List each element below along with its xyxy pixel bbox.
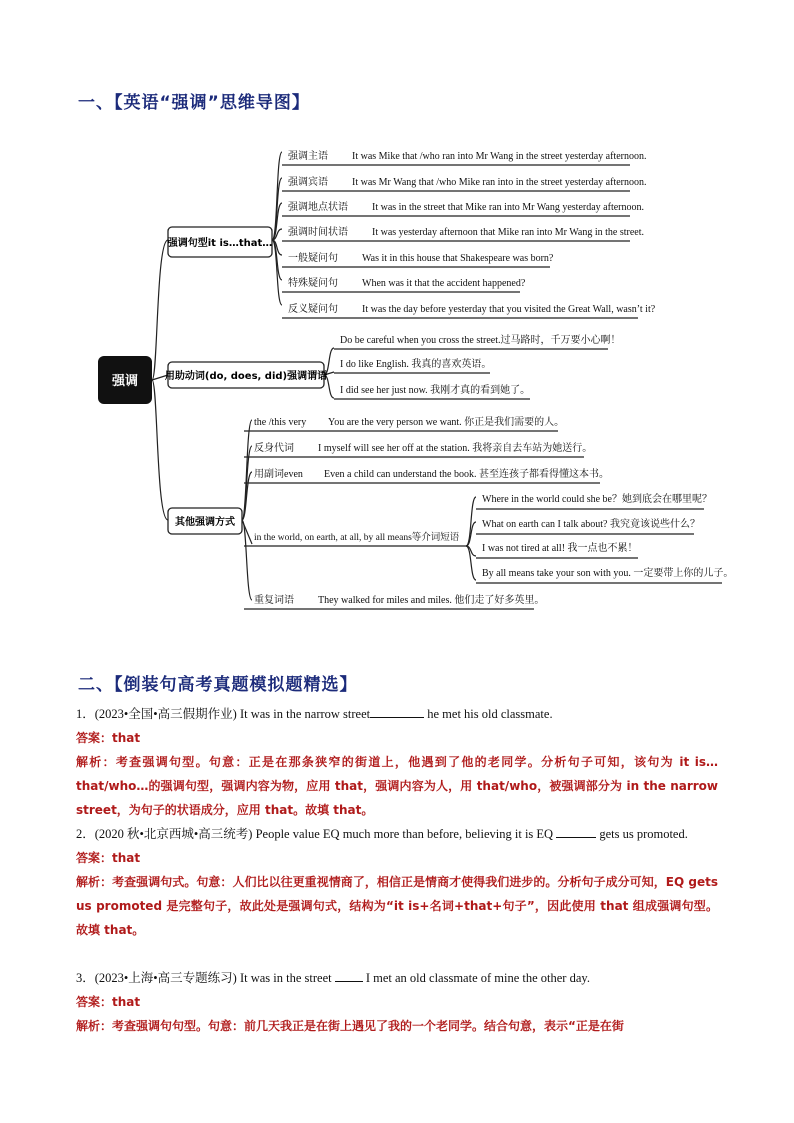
b1-item-text: Was it in this house that Shakespeare was born? bbox=[362, 253, 554, 264]
b3-item-label: the /this very bbox=[254, 417, 307, 428]
answer-blank bbox=[370, 704, 424, 718]
explanation: 解析：考查强调句句型。句意：前几天我正是在街上遇见了我的一个老同学。结合句意，表示“正是在街 bbox=[76, 1019, 624, 1033]
b2-item-text: I did see her just now. 我刚才真的看到她了。 bbox=[340, 385, 531, 396]
b3-item-text: I myself will see her off at the station. 我将亲自去车站为她送行。 bbox=[318, 443, 593, 454]
b1-item-label: 特殊疑问句 bbox=[288, 278, 338, 289]
b1-item-text: It was yesterday afternoon that Mike ran into Mr Wang in the street. bbox=[372, 227, 644, 238]
b3-item-label: 用副词even bbox=[254, 469, 303, 480]
b1-item-label: 强调宾语 bbox=[288, 177, 328, 188]
b3-item-label: 反身代词 bbox=[254, 443, 294, 454]
branch3-label: 其他强调方式 bbox=[175, 517, 235, 528]
b3-repeat-text: They walked for miles and miles. 他们走了好多英里。 bbox=[318, 595, 545, 606]
b3-phrase-label: in the world, on earth, at all, by all means等介词短语 bbox=[254, 533, 460, 543]
b3-phrase-item: What on earth can I talk about? 我究竟该说些什么？ bbox=[482, 519, 700, 530]
b1-item-label: 强调时间状语 bbox=[288, 227, 348, 238]
b1-item-label: 反义疑问句 bbox=[288, 304, 338, 315]
question-2 bbox=[76, 822, 718, 942]
question-1 bbox=[76, 702, 718, 822]
b1-item-text: It was Mike that /who ran into Mr Wang in the street yesterday afternoon. bbox=[352, 151, 647, 162]
explanation: 解析：考查强调句式。句意：人们比以往更重视情商了，相信正是情商才使得我们进步的。分析句子成分可知，EQ gets us promoted 是完整句子，故此处是强调句式，结构为“it is+名词+that+句子”，因此使用 that 组成强调句型。故填 that。 bbox=[76, 875, 718, 937]
connector-root bbox=[152, 380, 168, 520]
section2-title: 二、【倒装句高考真题模拟题精选】 bbox=[78, 675, 358, 695]
question-text: 1．(2023•全国•高三假期作业) It was in the narrow street he met his old classmate. bbox=[76, 702, 718, 726]
b1-item-text: It was in the street that Mike ran into Mr Wang yesterday afternoon. bbox=[372, 202, 644, 213]
b1-item-text: It was the day before yesterday that you visited the Great Wall, wasn’t it? bbox=[362, 304, 656, 315]
b3-item-text: You are the very person we want. 你正是我们需要的人。 bbox=[328, 417, 565, 428]
answer: 答案：that bbox=[76, 851, 141, 865]
question-3 bbox=[76, 966, 718, 1038]
b1-item-text: It was Mr Wang that /who Mike ran into in the street yesterday afternoon. bbox=[352, 177, 647, 188]
section1-title: 一、【英语“强调”思维导图】 bbox=[78, 93, 310, 113]
b1-item-label: 强调主语 bbox=[288, 151, 328, 162]
b3-phrase-item: I was not tired at all! 我一点也不累！ bbox=[482, 543, 638, 554]
connector-root bbox=[152, 240, 168, 380]
answer-blank bbox=[556, 824, 596, 838]
question-text: 3．(2023•上海•高三专题练习) It was in the street I met an old classmate of mine the other day. bbox=[76, 966, 718, 990]
b1-item-label: 一般疑问句 bbox=[288, 253, 338, 264]
b2-item-text: I do like English. 我真的喜欢英语。 bbox=[340, 359, 492, 370]
b1-item-label: 强调地点状语 bbox=[288, 202, 348, 213]
root-label: 强调 bbox=[111, 374, 139, 389]
question-text: 2．(2020 秋•北京西城•高三统考) People value EQ much more than before, believing it is EQ gets us promoted. bbox=[76, 822, 718, 846]
answer: 答案：that bbox=[76, 995, 141, 1009]
b3-repeat-label: 重复词语 bbox=[254, 595, 294, 606]
b1-item-text: When was it that the accident happened? bbox=[362, 278, 526, 289]
b3-phrase-item: By all means take your son with you. 一定要带上你的儿子。 bbox=[482, 568, 734, 579]
b2-item-text: Do be careful when you cross the street.过马路时，千万要小心啊！ bbox=[340, 335, 621, 346]
b3-phrase-item: Where in the world could she be？她到底会在哪里呢？ bbox=[482, 494, 712, 505]
answer: 答案：that bbox=[76, 731, 141, 745]
b3-item-text: Even a child can understand the book. 甚至连孩子都看得懂这本书。 bbox=[324, 469, 609, 480]
branch2-label: 用助动词(do, does, did)强调谓语 bbox=[164, 371, 328, 382]
answer-blank bbox=[335, 968, 363, 982]
branch1-label: 强调句型it is…that… bbox=[167, 238, 273, 249]
explanation: 解析：考查强调句型。句意：正是在那条狭窄的街道上，他遇到了他的老同学。分析句子可知，该句为 it is…that/who…的强调句型，强调内容为物，应用 that，强调内容为人，用 that/who，被强调部分为 in the narrow street，为句子的状语成分，应用 that。故填 that。 bbox=[76, 755, 718, 817]
